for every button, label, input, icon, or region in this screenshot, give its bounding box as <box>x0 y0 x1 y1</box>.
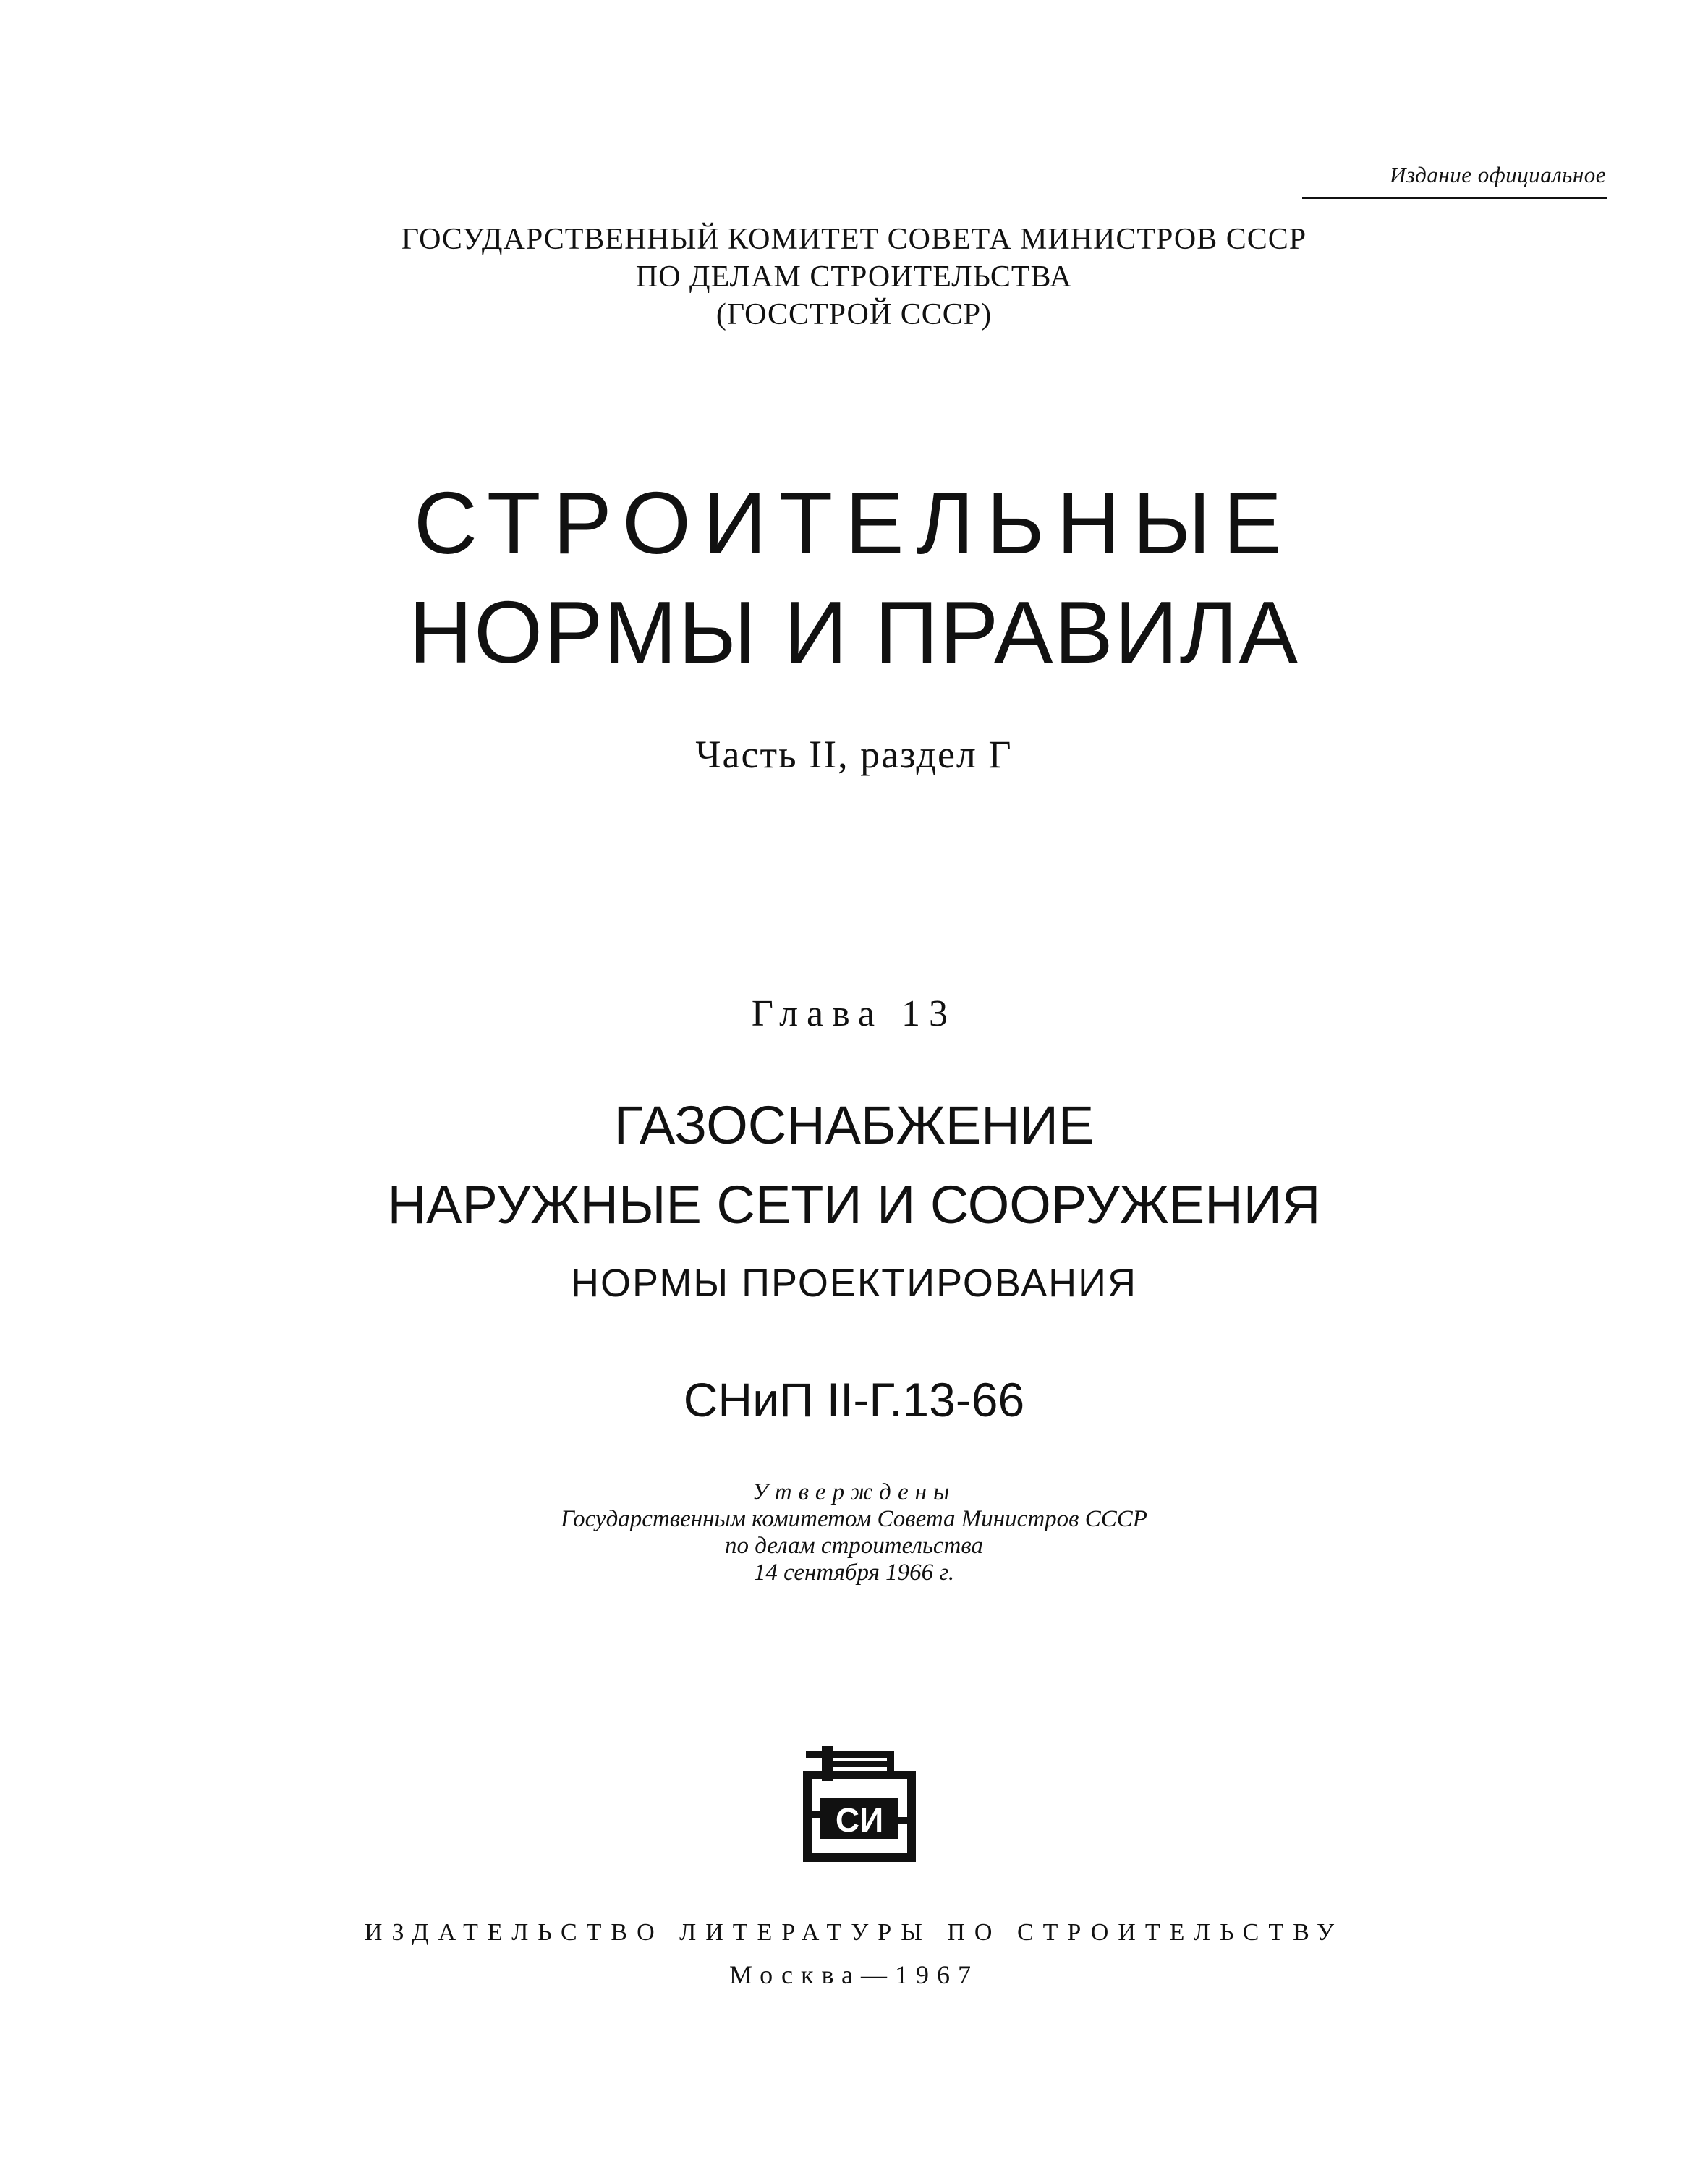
subject-title-line-2: НАРУЖНЫЕ СЕТИ И СООРУЖЕНИЯ <box>387 1175 1321 1235</box>
approval-line-2: Государственным комитетом Совета Министров СССР <box>561 1506 1147 1532</box>
subject-title-line-1: ГАЗОСНАБЖЕНИЕ <box>613 1095 1095 1155</box>
approval-line-1: Утверждены <box>752 1479 956 1505</box>
logo-text: СИ <box>835 1801 884 1839</box>
approval-line-3: по делам строительства <box>725 1533 983 1559</box>
committee-line-3: (ГОССТРОЙ СССР) <box>715 298 993 331</box>
document-title-line-1: СТРОИТЕЛЬНЫЕ <box>413 474 1295 572</box>
part-section: Часть II, раздел Г <box>695 733 1013 776</box>
city-year: Москва—1967 <box>729 1960 979 1989</box>
subject-subtitle: НОРМЫ ПРОЕКТИРОВАНИЯ <box>570 1262 1137 1305</box>
chapter-number: Глава 13 <box>751 993 957 1034</box>
document-title-line-2: НОРМЫ И ПРАВИЛА <box>409 583 1299 681</box>
document-code: СНиП II-Г.13-66 <box>683 1373 1025 1426</box>
approval-line-4: 14 сентября 1966 г. <box>753 1560 955 1586</box>
edition-underline <box>1302 197 1607 199</box>
publisher-logo-icon <box>802 1742 917 1865</box>
edition-note: Издание официальное <box>1390 162 1606 187</box>
committee-line-1: ГОСУДАРСТВЕННЫЙ КОМИТЕТ СОВЕТА МИНИСТРОВ СССР <box>401 223 1307 256</box>
publisher-name: ИЗДАТЕЛЬСТВО ЛИТЕРАТУРЫ ПО СТРОИТЕЛЬСТВУ <box>364 1919 1344 1946</box>
committee-line-2: ПО ДЕЛАМ СТРОИТЕЛЬСТВА <box>635 260 1073 294</box>
